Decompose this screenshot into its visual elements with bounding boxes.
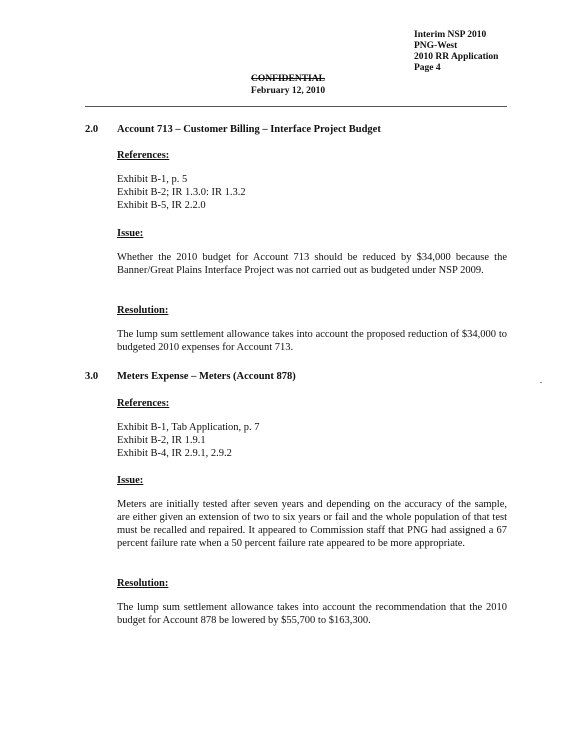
header-line-region: PNG-West bbox=[414, 41, 458, 51]
resolution-paragraph: The lump sum settlement allowance takes into account the proposed reduction of $34,000 to budgeted 2010 expenses for Account 713. bbox=[117, 329, 507, 353]
document-date: February 12, 2010 bbox=[250, 86, 326, 96]
references-heading: References: bbox=[117, 150, 170, 161]
header-line-title: Interim NSP 2010 bbox=[414, 30, 487, 40]
section-title: Meters Expense – Meters (Account 878) bbox=[117, 371, 296, 382]
reference-item: Exhibit B-1, Tab Application, p. 7 bbox=[117, 422, 260, 433]
references-heading: References: bbox=[117, 398, 170, 409]
header-line-page: Page 4 bbox=[414, 63, 441, 73]
confidential-label: CONFIDENTIAL bbox=[251, 74, 325, 84]
reference-item: Exhibit B-1, p. 5 bbox=[117, 174, 188, 185]
resolution-heading: Resolution: bbox=[117, 578, 169, 589]
issue-heading: Issue: bbox=[117, 475, 144, 486]
resolution-paragraph: The lump sum settlement allowance takes into account the recommendation that the 2010 budget for Account 878 be lowered by $55,700 to $163,300. bbox=[117, 602, 507, 626]
section-number: 3.0 bbox=[85, 371, 99, 382]
reference-item: Exhibit B-2; IR 1.3.0: IR 1.3.2 bbox=[117, 187, 246, 198]
header-block bbox=[414, 30, 498, 74]
reference-item: Exhibit B-2, IR 1.9.1 bbox=[117, 435, 206, 446]
issue-paragraph: Meters are initially tested after seven years and depending on the accuracy of the sample, are either given an extension of two to six years or fail and the whole population of that test must be recalled and repaired. It appeared to Commission staff that PNG had assigned a 67 percent failure rate when a 50 percent failure rate appeared to be more appropriate. bbox=[117, 499, 507, 549]
references-list bbox=[117, 173, 246, 212]
header-divider bbox=[85, 106, 507, 107]
reference-item: Exhibit B-5, IR 2.2.0 bbox=[117, 200, 206, 211]
scan-speck bbox=[540, 382, 542, 383]
issue-paragraph: Whether the 2010 budget for Account 713 should be reduced by $34,000 because the Banner/Great Plains Interface Project was not carried out as budgeted under NSP 2009. bbox=[117, 252, 507, 276]
reference-item: Exhibit B-4, IR 2.9.1, 2.9.2 bbox=[117, 448, 232, 459]
references-list bbox=[117, 421, 260, 460]
section-number: 2.0 bbox=[85, 124, 99, 135]
header-line-application: 2010 RR Application bbox=[414, 52, 499, 62]
resolution-heading: Resolution: bbox=[117, 305, 169, 316]
section-title: Account 713 – Customer Billing – Interface Project Budget bbox=[117, 124, 381, 135]
issue-heading: Issue: bbox=[117, 228, 144, 239]
